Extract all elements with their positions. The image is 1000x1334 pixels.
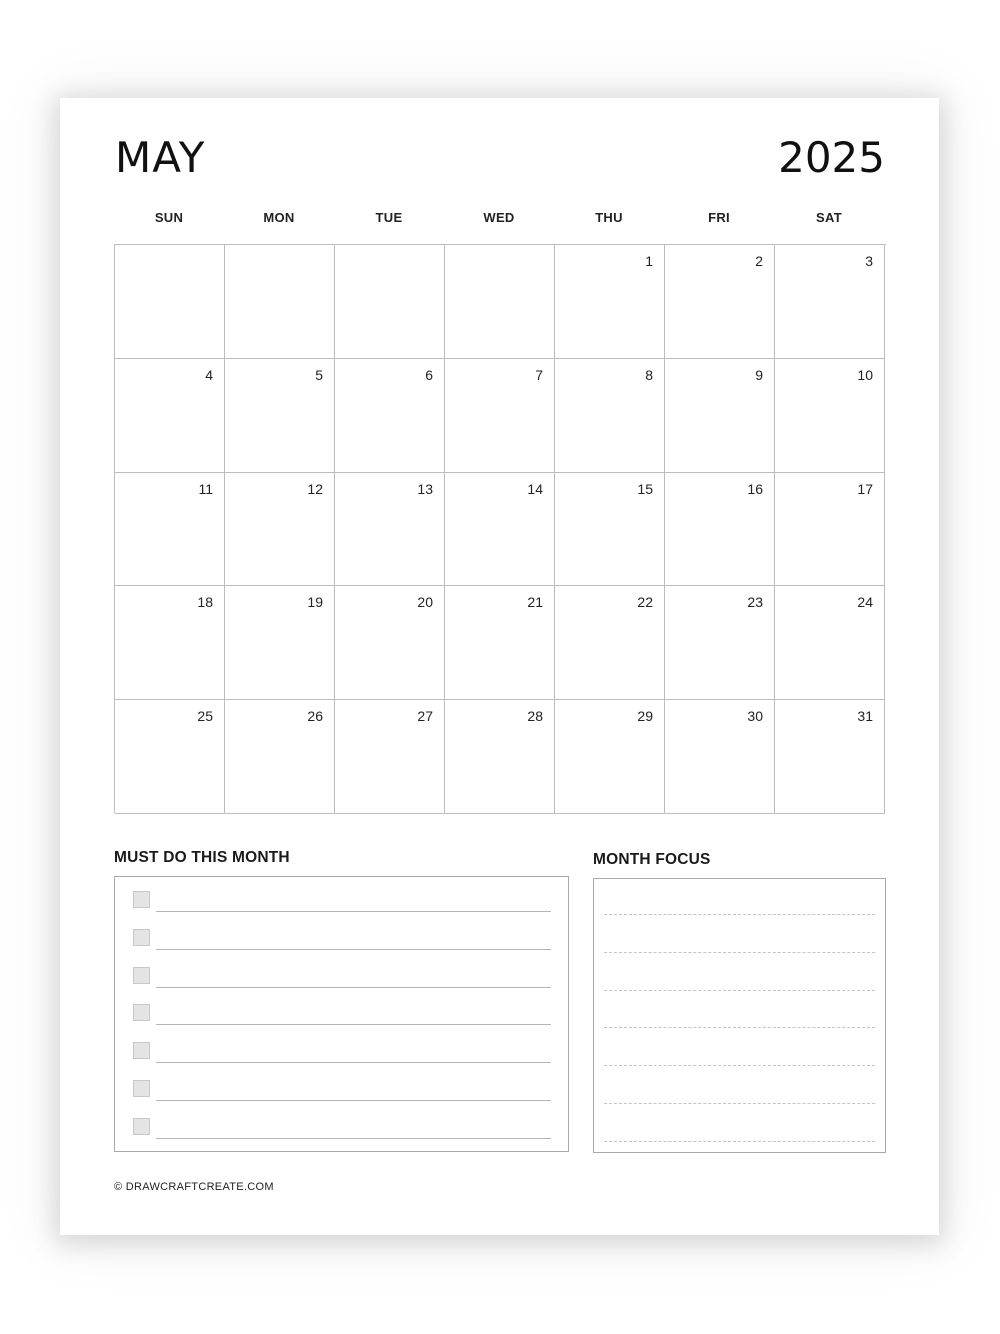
day-cell[interactable] xyxy=(335,700,445,814)
day-number: 28 xyxy=(527,708,543,725)
checkbox[interactable] xyxy=(133,891,150,908)
checklist-write-line[interactable] xyxy=(156,1100,551,1101)
focus-write-line[interactable] xyxy=(604,1103,875,1104)
year-title: 2025 xyxy=(778,133,885,182)
day-number: 8 xyxy=(645,366,653,383)
weekday-fri: FRI xyxy=(708,210,730,225)
weekday-sat: SAT xyxy=(816,210,842,225)
day-number: 6 xyxy=(425,366,433,383)
day-cell[interactable] xyxy=(225,245,335,359)
day-cell[interactable] xyxy=(115,245,225,359)
focus-write-line[interactable] xyxy=(604,990,875,991)
checklist-item xyxy=(133,924,551,950)
checklist-item xyxy=(133,1113,551,1139)
checklist-write-line[interactable] xyxy=(156,911,551,912)
day-cell[interactable] xyxy=(555,245,665,359)
checklist-item xyxy=(133,1075,551,1101)
weekday-thu: THU xyxy=(595,210,623,225)
day-number: 19 xyxy=(307,594,323,611)
day-cell[interactable] xyxy=(115,359,225,473)
day-cell[interactable] xyxy=(665,245,775,359)
checklist-write-line[interactable] xyxy=(156,1138,551,1139)
day-number: 5 xyxy=(315,366,323,383)
day-number: 12 xyxy=(307,480,323,497)
checklist-item xyxy=(133,999,551,1025)
day-number: 20 xyxy=(417,594,433,611)
day-cell[interactable] xyxy=(115,700,225,814)
day-cell[interactable] xyxy=(555,473,665,587)
checklist-item xyxy=(133,1037,551,1063)
day-number: 15 xyxy=(637,480,653,497)
day-cell[interactable] xyxy=(665,700,775,814)
day-cell[interactable] xyxy=(445,586,555,700)
day-cell[interactable] xyxy=(225,586,335,700)
day-cell[interactable] xyxy=(335,245,445,359)
day-number: 16 xyxy=(747,480,763,497)
weekday-mon: MON xyxy=(263,210,295,225)
day-number: 27 xyxy=(417,708,433,725)
checklist-write-line[interactable] xyxy=(156,949,551,950)
day-number: 4 xyxy=(205,366,213,383)
day-number: 13 xyxy=(417,480,433,497)
day-number: 21 xyxy=(527,594,543,611)
checkbox[interactable] xyxy=(133,1004,150,1021)
weekday-wed: WED xyxy=(483,210,515,225)
day-cell[interactable] xyxy=(445,359,555,473)
day-cell[interactable] xyxy=(775,359,885,473)
checklist-item xyxy=(133,886,551,912)
day-number: 24 xyxy=(857,594,873,611)
must-do-checklist xyxy=(114,876,569,1152)
day-number: 30 xyxy=(747,708,763,725)
day-cell[interactable] xyxy=(555,586,665,700)
day-cell[interactable] xyxy=(115,586,225,700)
must-do-label: MUST DO THIS MONTH xyxy=(114,849,290,866)
day-cell[interactable] xyxy=(775,586,885,700)
day-number: 23 xyxy=(747,594,763,611)
focus-write-line[interactable] xyxy=(604,1141,875,1142)
footer-credit: © DRAWCRAFTCREATE.COM xyxy=(114,1181,274,1193)
day-cell[interactable] xyxy=(335,359,445,473)
day-number: 25 xyxy=(197,708,213,725)
day-cell[interactable] xyxy=(555,359,665,473)
focus-write-line[interactable] xyxy=(604,1065,875,1066)
day-cell[interactable] xyxy=(445,473,555,587)
checkbox[interactable] xyxy=(133,967,150,984)
day-cell[interactable] xyxy=(335,473,445,587)
checklist-write-line[interactable] xyxy=(156,987,551,988)
day-number: 1 xyxy=(645,253,653,269)
day-number: 11 xyxy=(198,480,213,497)
day-number: 9 xyxy=(755,366,763,383)
day-cell[interactable] xyxy=(445,700,555,814)
calendar-grid xyxy=(114,244,886,813)
checkbox[interactable] xyxy=(133,929,150,946)
weekday-sun: SUN xyxy=(154,210,184,225)
day-cell[interactable] xyxy=(225,359,335,473)
day-number: 29 xyxy=(637,708,653,725)
checklist-write-line[interactable] xyxy=(156,1024,551,1025)
day-cell[interactable] xyxy=(445,245,555,359)
checkbox[interactable] xyxy=(133,1042,150,1059)
day-number: 17 xyxy=(857,480,873,497)
day-cell[interactable] xyxy=(225,473,335,587)
focus-write-line[interactable] xyxy=(604,952,875,953)
day-number: 10 xyxy=(857,366,873,383)
day-cell[interactable] xyxy=(665,359,775,473)
day-number: 14 xyxy=(527,480,543,497)
day-number: 18 xyxy=(197,594,213,611)
month-title: MAY xyxy=(115,133,206,182)
day-cell[interactable] xyxy=(335,586,445,700)
day-cell[interactable] xyxy=(665,586,775,700)
day-number: 22 xyxy=(637,594,653,611)
day-cell[interactable] xyxy=(775,700,885,814)
weekday-tue: TUE xyxy=(375,210,403,225)
day-cell[interactable] xyxy=(775,473,885,587)
day-cell[interactable] xyxy=(115,473,225,587)
day-number: 2 xyxy=(755,253,763,269)
focus-write-line[interactable] xyxy=(604,1027,875,1028)
checkbox[interactable] xyxy=(133,1080,150,1097)
day-cell[interactable] xyxy=(225,700,335,814)
calendar-page xyxy=(60,98,939,1235)
day-cell[interactable] xyxy=(665,473,775,587)
checkbox[interactable] xyxy=(133,1118,150,1135)
month-focus-label: MONTH FOCUS xyxy=(593,851,711,868)
day-number: 7 xyxy=(535,366,543,383)
focus-write-line[interactable] xyxy=(604,914,875,915)
day-cell[interactable] xyxy=(775,245,885,359)
weekday-header-row xyxy=(114,210,886,230)
day-cell[interactable] xyxy=(555,700,665,814)
checklist-item xyxy=(133,962,551,988)
day-number: 3 xyxy=(865,253,873,269)
month-focus-notes xyxy=(593,878,886,1153)
day-number: 31 xyxy=(857,708,873,725)
day-number: 26 xyxy=(307,708,323,725)
checklist-write-line[interactable] xyxy=(156,1062,551,1063)
